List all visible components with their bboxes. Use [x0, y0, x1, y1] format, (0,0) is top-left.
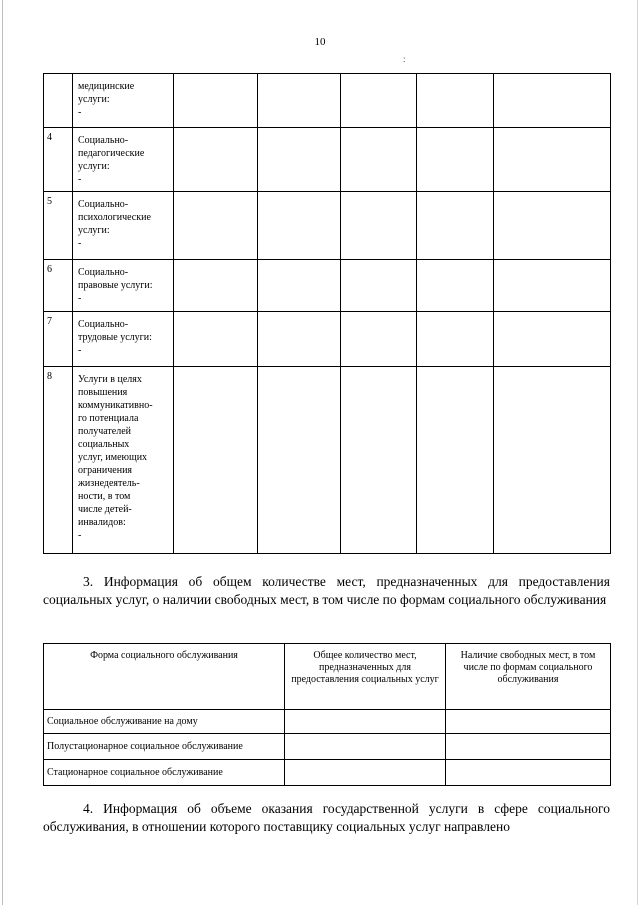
service-label [73, 128, 174, 192]
table-cell [494, 367, 611, 554]
table-cell [258, 74, 341, 128]
service-label [73, 260, 174, 312]
service-label-line: - [78, 293, 82, 304]
table-cell [174, 128, 258, 192]
total-places-cell [285, 710, 446, 734]
service-label-line: - [78, 345, 82, 356]
section-3-heading [43, 573, 610, 609]
table-row [44, 192, 611, 260]
services-table [43, 73, 611, 554]
table-cell [494, 312, 611, 367]
row-number: 5 [44, 192, 73, 260]
row-number: 7 [44, 312, 73, 367]
service-label-line: числе детей- [78, 504, 132, 515]
table-cell [494, 128, 611, 192]
row-form-label: Социальное обслуживание на дому [44, 710, 285, 734]
header-free-places: Наличие свободных мест, в том числе по формам социального обслуживания [446, 644, 611, 710]
places-table [43, 643, 611, 786]
row-number [44, 74, 73, 128]
service-label-line: ограничения [78, 465, 133, 476]
scan-edge-right [637, 0, 638, 905]
table-cell [174, 74, 258, 128]
header-total-places: Общее количество мест, предназначенных для предоставления социальных услуг [285, 644, 446, 710]
table-row [44, 734, 611, 760]
table-cell [174, 260, 258, 312]
table-cell [258, 192, 341, 260]
service-label-line: получателей [78, 426, 132, 437]
service-label-line: услуги: [78, 225, 110, 236]
service-label-line: медицинские [78, 81, 135, 92]
row-number: 8 [44, 367, 73, 554]
table-row [44, 312, 611, 367]
header-form: Форма социального обслуживания [44, 644, 285, 710]
service-label-line: го потенциала [78, 413, 139, 424]
table-cell [417, 312, 494, 367]
service-label-line: - [78, 530, 82, 541]
row-number: 6 [44, 260, 73, 312]
table-cell [174, 312, 258, 367]
scan-edge-left [2, 0, 3, 905]
service-label-line: жизнедеятель- [78, 478, 140, 489]
table-cell [341, 312, 417, 367]
service-label-line: коммуникативно- [78, 400, 153, 411]
table-cell [341, 128, 417, 192]
service-label [73, 74, 174, 128]
service-label-line: повышения [78, 387, 128, 398]
table-cell [341, 74, 417, 128]
free-places-cell [446, 760, 611, 786]
service-label-line: Социально- [78, 267, 129, 278]
service-label-line: педагогические [78, 148, 145, 159]
table-cell [494, 260, 611, 312]
row-number: 4 [44, 128, 73, 192]
table-cell [417, 74, 494, 128]
service-label-line: Социально- [78, 199, 129, 210]
page-number: 10 [314, 36, 326, 48]
free-places-cell [446, 710, 611, 734]
scan-speck: : [403, 54, 406, 64]
service-label [73, 192, 174, 260]
table-row [44, 367, 611, 554]
section-4-text: 4. Информация об объеме оказания государственной услуги в сфере социального обслуживания, в отношении которого поставщику социальных услуг направлено [43, 801, 610, 834]
places-table-header [44, 644, 611, 710]
table-row [44, 74, 611, 128]
service-label-line: социальных [78, 439, 130, 450]
table-row [44, 260, 611, 312]
service-label-line: Социально- [78, 135, 129, 146]
service-label-line: правовые услуги: [78, 280, 153, 291]
service-label-line: Социально- [78, 319, 129, 330]
service-label-line: - [78, 174, 82, 185]
table-cell [417, 128, 494, 192]
table-cell [341, 260, 417, 312]
table-cell [258, 312, 341, 367]
service-label-line: инвалидов: [78, 517, 126, 528]
section-4-heading [43, 800, 610, 836]
table-cell [417, 367, 494, 554]
table-row [44, 128, 611, 192]
table-cell [174, 367, 258, 554]
service-label [73, 312, 174, 367]
total-places-cell [285, 760, 446, 786]
service-label-line: услуги: [78, 94, 110, 105]
total-places-cell [285, 734, 446, 760]
table-cell [417, 192, 494, 260]
table-cell [417, 260, 494, 312]
table-row [44, 760, 611, 786]
table-cell [258, 260, 341, 312]
table-cell [258, 367, 341, 554]
table-row [44, 710, 611, 734]
table-cell [341, 367, 417, 554]
service-label-line: ности, в том [78, 491, 131, 502]
service-label-line: Услуги в целях [78, 374, 142, 385]
table-cell [258, 128, 341, 192]
table-cell [494, 74, 611, 128]
service-label [73, 367, 174, 554]
table-cell [341, 192, 417, 260]
service-label-line: - [78, 107, 82, 118]
table-cell [174, 192, 258, 260]
service-label-line: услуги: [78, 161, 110, 172]
service-label-line: психологические [78, 212, 151, 223]
service-label-line: услуг, имеющих [78, 452, 148, 463]
service-label-line: - [78, 238, 82, 249]
section-3-text: 3. Информация об общем количестве мест, предназначенных для предоставления социальных услуг, о наличии свободных мест, в том числе по формам социального обслуживания [43, 574, 610, 607]
table-cell [494, 192, 611, 260]
row-form-label: Полустационарное социальное обслуживание [44, 734, 285, 760]
row-form-label: Стационарное социальное обслуживание [44, 760, 285, 786]
service-label-line: трудовые услуги: [78, 332, 152, 343]
free-places-cell [446, 734, 611, 760]
